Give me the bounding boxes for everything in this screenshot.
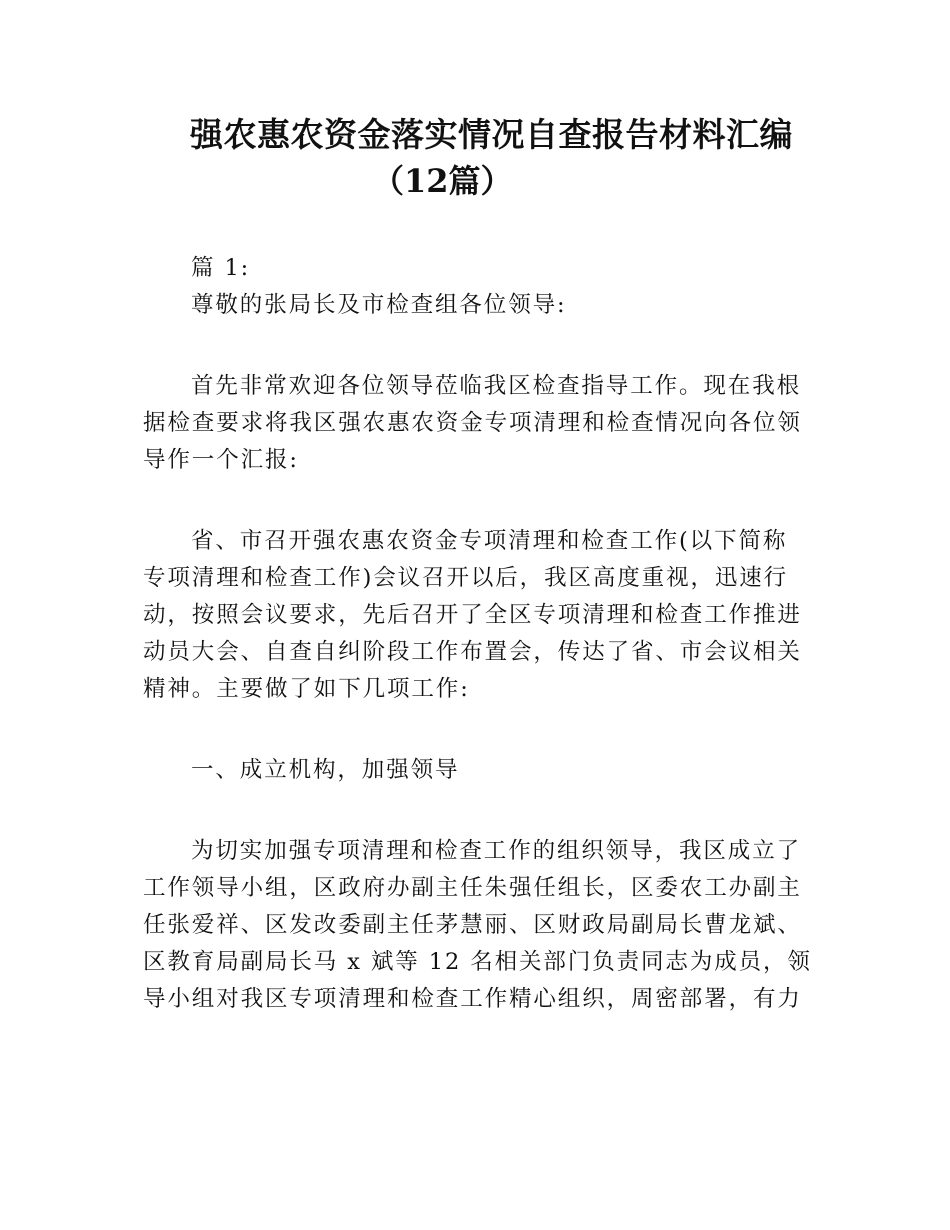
paragraph-1 [143,368,813,479]
section-label: 篇 1: [191,255,251,281]
paragraph-line: 动，按照会议要求，先后召开了全区专项清理和检查工作推进 [143,602,802,628]
paragraph-line: 导小组对我区专项清理和检查工作精心组织，周密部署，有力 [143,986,802,1012]
paragraph-line: 省、市召开强农惠农资金专项清理和检查工作(以下简称 [191,528,788,554]
paragraph-line: 为切实加强专项清理和检查工作的组织领导，我区成立了 [191,838,802,864]
paragraph-2 [143,523,813,708]
paragraph-3 [143,833,813,1018]
paragraph-line: 任张爱祥、区发改委副主任茅慧丽、区财政局副局长曹龙斌、 [143,912,802,938]
paragraph-line: 据检查要求将我区强农惠农资金专项清理和检查情况向各位领 [143,410,802,436]
document-body [143,250,813,1018]
paragraph-line: 工作领导小组，区政府办副主任朱强任组长，区委农工办副主 [143,875,802,901]
paragraph-line: 导作一个汇报: [143,447,299,473]
paragraph-line: 精神。主要做了如下几项工作: [143,676,470,702]
salutation: 尊敬的张局长及市检查组各位领导: [191,292,567,318]
section-heading: 一、成立机构，加强领导 [191,757,460,783]
paragraph-line: 区教育局副局长马 x 斌等 12 名相关部门负责同志为成员，领 [143,949,812,975]
document-title: 强农惠农资金落实情况自查报告材料汇编 [190,115,793,154]
paragraph-line: 专项清理和检查工作)会议召开以后，我区高度重视，迅速行 [143,565,789,591]
document-subtitle: （12篇） [372,162,513,200]
paragraph-line: 动员大会、自查自纠阶段工作布置会，传达了省、市会议相关 [143,639,802,665]
paragraph-line: 首先非常欢迎各位领导莅临我区检查指导工作。现在我根 [191,373,802,399]
